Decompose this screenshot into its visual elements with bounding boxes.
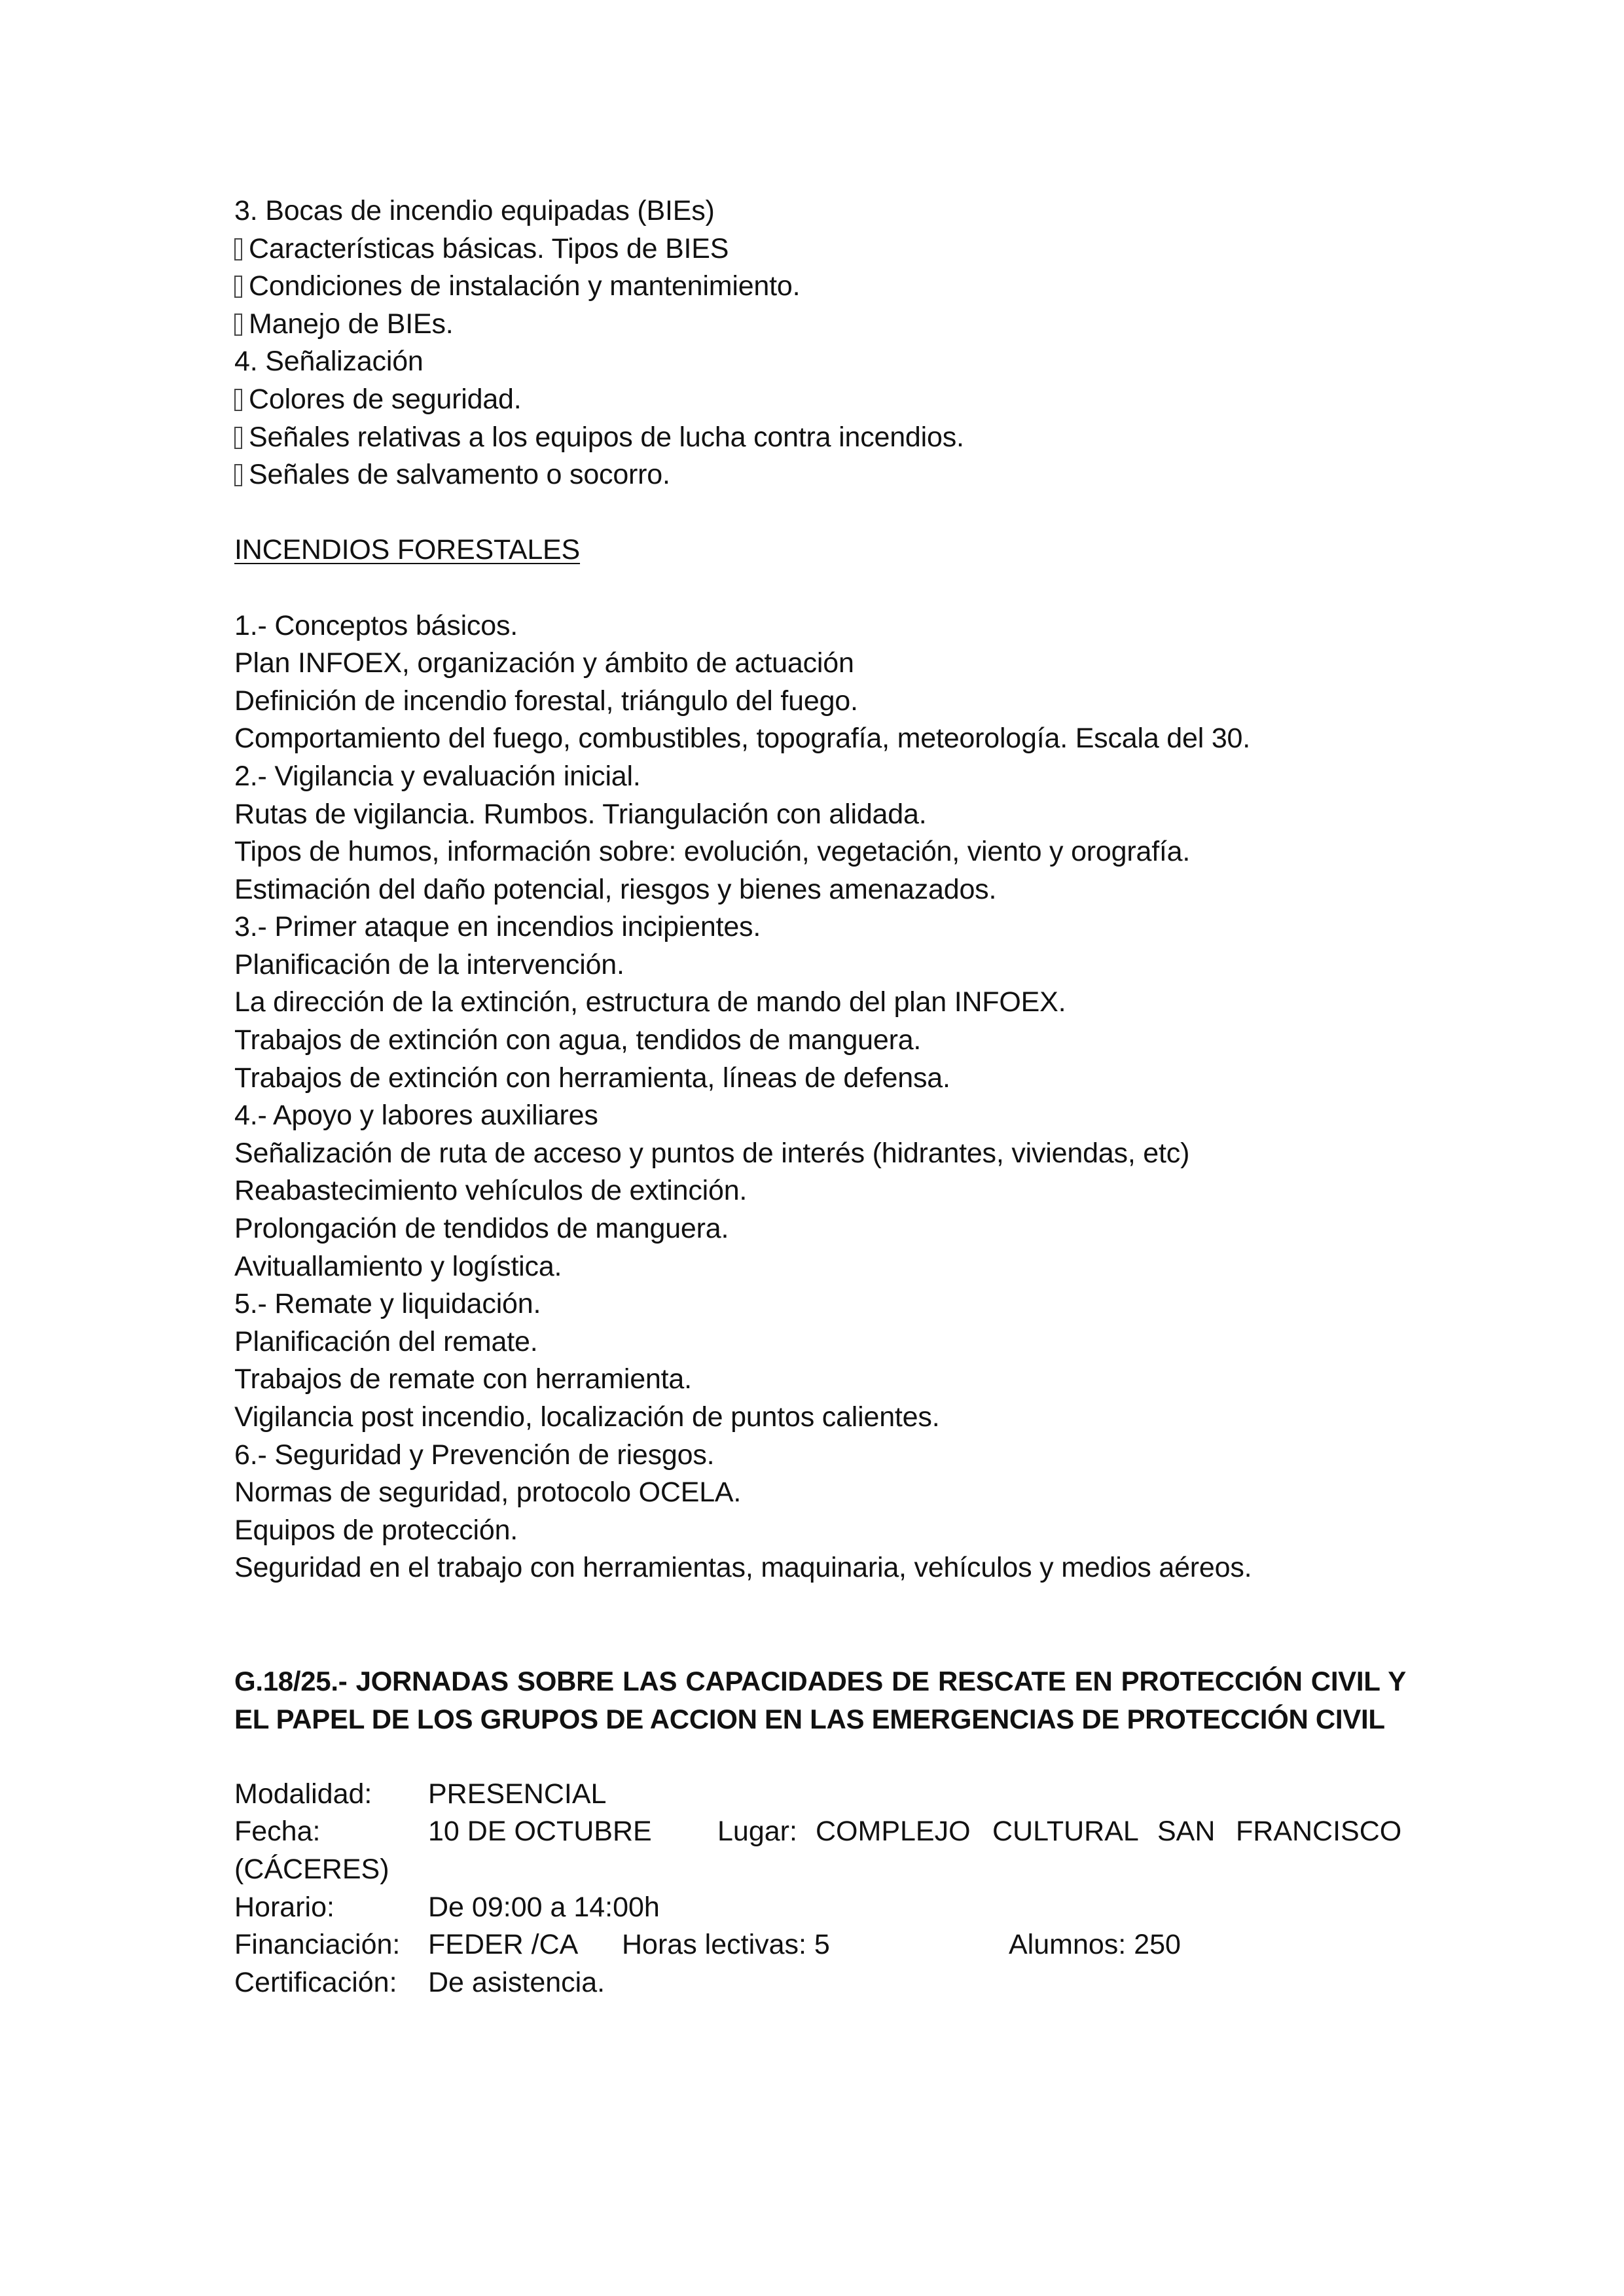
- text-line: Planificación de la intervención.: [234, 948, 624, 980]
- text-line: Reabastecimiento vehículos de extinción.: [234, 1175, 748, 1207]
- list-item: Manejo de BIEs.: [234, 306, 1406, 344]
- document-page: [234, 192, 1406, 2001]
- spacer: [234, 1738, 1406, 1776]
- lugar-word: COMPLEJO: [816, 1816, 971, 1848]
- list-item: Señales relativas a los equipos de lucha contra incendios.: [234, 419, 1406, 457]
- certificacion-label: Certificación:: [234, 1966, 397, 1998]
- text-line: Prolongación de tendidos de manguera.: [234, 1213, 729, 1245]
- fecha-value: 10 DE OCTUBRE: [428, 1816, 652, 1848]
- text-line: Tipos de humos, información sobre: evolución, vegetación, viento y orografía.: [234, 836, 1191, 868]
- modalidad-label: Modalidad:: [234, 1778, 372, 1810]
- list-item: Condiciones de instalación y mantenimiento.: [234, 268, 1406, 306]
- lugar-word: FRANCISCO: [1236, 1816, 1402, 1848]
- text-line: Estimación del daño potencial, riesgos y bienes amenazados.: [234, 873, 997, 905]
- text-line: La dirección de la extinción, estructura de mando del plan INFOEX.: [234, 986, 1066, 1018]
- text-line: 1.- Conceptos básicos.: [234, 609, 518, 641]
- senalizacion-heading: 4. Señalización: [234, 346, 424, 378]
- row-modalidad: [234, 1776, 1406, 1814]
- text-line: Normas de seguridad, protocolo OCELA.: [234, 1477, 742, 1509]
- text-line: Comportamiento del fuego, combustibles, topografía, meteorología. Escala del 30.: [234, 723, 1251, 755]
- lugar-word: SAN: [1157, 1816, 1216, 1848]
- row-certificacion: [234, 1964, 1406, 2002]
- spacer: [234, 569, 1406, 607]
- financiacion-value: FEDER /CA: [428, 1929, 579, 1961]
- horas-lectivas: Horas lectivas: 5: [622, 1929, 830, 1961]
- alumnos: Alumnos: 250: [1009, 1929, 1181, 1961]
- text-line: Vigilancia post incendio, localización de puntos calientes.: [234, 1401, 940, 1433]
- bullet-glyph-icon: [234, 238, 242, 260]
- bullet-glyph-icon: [234, 276, 242, 298]
- bullet-glyph-icon: [234, 314, 242, 336]
- fecha-label: Fecha:: [234, 1816, 321, 1848]
- horario-label: Horario:: [234, 1891, 334, 1923]
- text-line: Trabajos de extinción con herramienta, líneas de defensa.: [234, 1062, 950, 1094]
- bullet-glyph-icon: [234, 427, 242, 449]
- spacer: [234, 1587, 1406, 1662]
- text-line: Avituallamiento y logística.: [234, 1250, 562, 1282]
- bullet-glyph-icon: [234, 389, 242, 411]
- text-line: Trabajos de remate con herramienta.: [234, 1363, 692, 1395]
- text-line: Trabajos de extinción con agua, tendidos de manguera.: [234, 1024, 922, 1056]
- lugar-label: Lugar:: [717, 1816, 797, 1848]
- list-item: Colores de seguridad.: [234, 381, 1406, 419]
- text-line: Plan INFOEX, organización y ámbito de actuación: [234, 647, 854, 679]
- lugar-word: CULTURAL: [992, 1816, 1139, 1848]
- list-item: Características básicas. Tipos de BIES: [234, 230, 1406, 268]
- text-line: 5.- Remate y liquidación.: [234, 1288, 541, 1320]
- bies-heading: 3. Bocas de incendio equipadas (BIEs): [234, 195, 715, 226]
- modalidad-value: PRESENCIAL: [428, 1778, 607, 1810]
- text-line: Rutas de vigilancia. Rumbos. Triangulación con alidada.: [234, 798, 927, 830]
- row-financiacion: [234, 1926, 1406, 1964]
- spacer: [234, 494, 1406, 532]
- text-line: 2.- Vigilancia y evaluación inicial.: [234, 760, 641, 792]
- bullet-glyph-icon: [234, 464, 242, 486]
- course-title: G.18/25.- JORNADAS SOBRE LAS CAPACIDADES DE RESCATE EN PROTECCIÓN CIVIL Y EL PAPEL DE LOS GRUPOS DE ACCION EN LAS EMERGENCIAS DE PROTECCIÓN CIVIL: [234, 1665, 1406, 1734]
- lugar-continuation: (CÁCERES): [234, 1853, 389, 1885]
- text-line: Señalización de ruta de acceso y puntos de interés (hidrantes, viviendas, etc): [234, 1137, 1190, 1169]
- text-line: 3.- Primer ataque en incendios incipientes.: [234, 911, 761, 943]
- text-line: Definición de incendio forestal, triángulo del fuego.: [234, 685, 858, 717]
- text-line: 6.- Seguridad y Prevención de riesgos.: [234, 1439, 715, 1471]
- text-line: Seguridad en el trabajo con herramientas, maquinaria, vehículos y medios aéreos.: [234, 1552, 1252, 1584]
- row-horario: [234, 1889, 1406, 1927]
- financiacion-label: Financiación:: [234, 1929, 401, 1961]
- section-title-incendios-forestales: INCENDIOS FORESTALES: [234, 534, 581, 566]
- text-line: 4.- Apoyo y labores auxiliares: [234, 1100, 598, 1132]
- text-line: Planificación del remate.: [234, 1325, 538, 1357]
- certificacion-value: De asistencia.: [428, 1966, 605, 1998]
- text-line: Equipos de protección.: [234, 1514, 518, 1546]
- row-fecha: [234, 1813, 1406, 1851]
- row-lugar-continuation: [234, 1851, 1406, 1889]
- list-item: Señales de salvamento o socorro.: [234, 456, 1406, 494]
- horario-value: De 09:00 a 14:00h: [428, 1891, 660, 1923]
